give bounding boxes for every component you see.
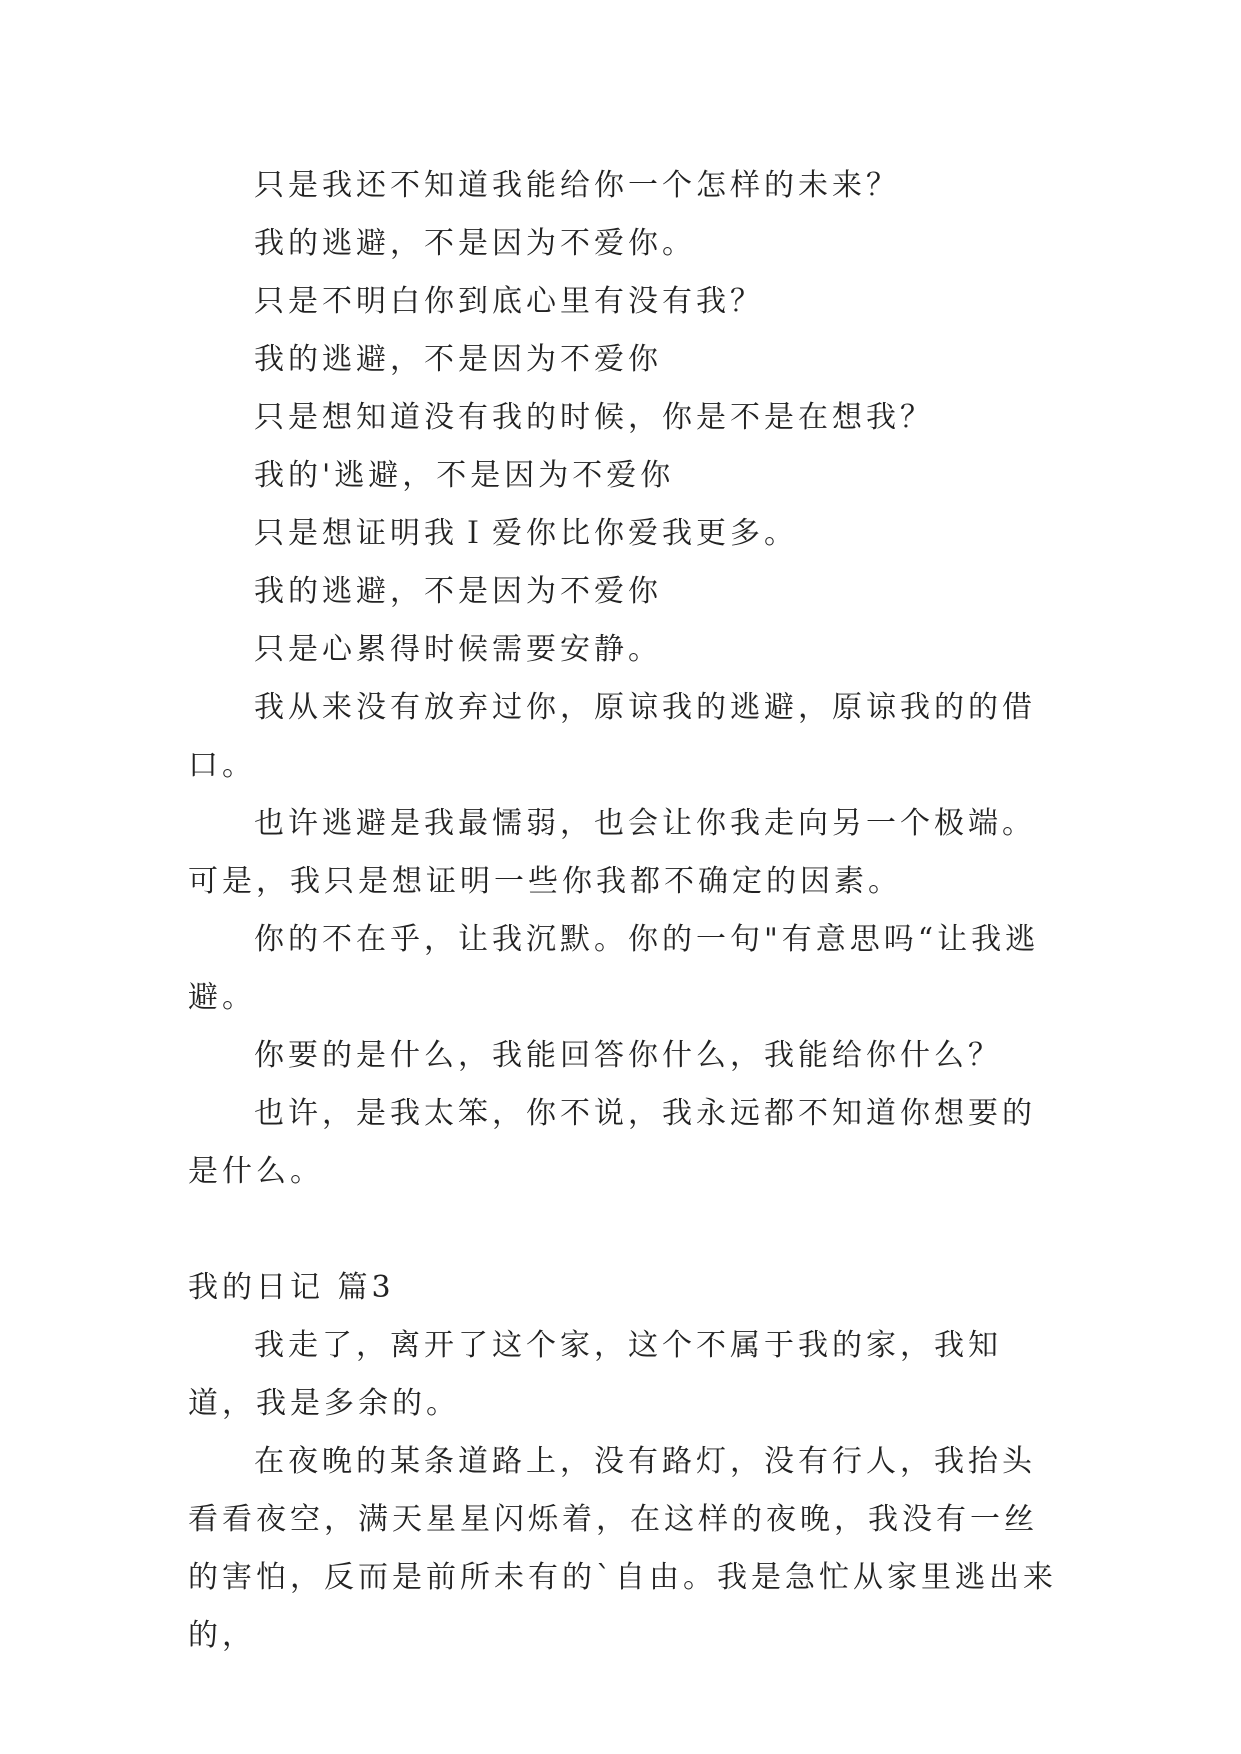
section-heading: 我的日记 篇3 (188, 1270, 395, 1305)
paragraph: 你的不在乎，让我沉默。你的一句"有意思吗“让我逃避。 (188, 922, 1040, 1015)
paragraph: 我走了，离开了这个家，这个不属于我的家，我知道，我是多余的。 (188, 1328, 1002, 1421)
paragraph: 我的逃避，不是因为不爱你 (254, 342, 662, 377)
paragraph: 你要的是什么，我能回答你什么，我能给你什么？ (254, 1038, 1002, 1073)
paragraph: 只是想知道没有我的时候，你是不是在想我？ (254, 400, 934, 435)
paragraph: 只是想证明我Ｉ爱你比你爱我更多。 (254, 516, 798, 551)
paragraph: 也许，是我太笨，你不说，我永远都不知道你想要的是什么。 (188, 1096, 1036, 1189)
paragraph: 也许逃避是我最懦弱，也会让你我走向另一个极端。可是，我只是想证明一些你我都不确定的因素。 (188, 806, 1036, 899)
paragraph: 在夜晚的某条道路上，没有路灯，没有行人，我抬头看看夜空，满天星星闪烁着，在这样的夜晚，我没有一丝的害怕，反而是前所未有的`自由。我是急忙从家里逃出来的， (188, 1444, 1057, 1653)
paragraph: 我的'逃避，不是因为不爱你 (254, 458, 675, 493)
paragraph: 只是心累得时候需要安静。 (254, 632, 662, 667)
paragraph: 只是不明白你到底心里有没有我？ (254, 284, 764, 319)
document-body (188, 157, 1058, 1665)
paragraph: 我从来没有放弃过你，原谅我的逃避，原谅我的的借口。 (188, 690, 1036, 783)
paragraph: 我的逃避，不是因为不爱你 (254, 574, 662, 609)
paragraph: 我的逃避，不是因为不爱你。 (254, 226, 696, 261)
paragraph: 只是我还不知道我能给你一个怎样的未来？ (254, 168, 900, 203)
